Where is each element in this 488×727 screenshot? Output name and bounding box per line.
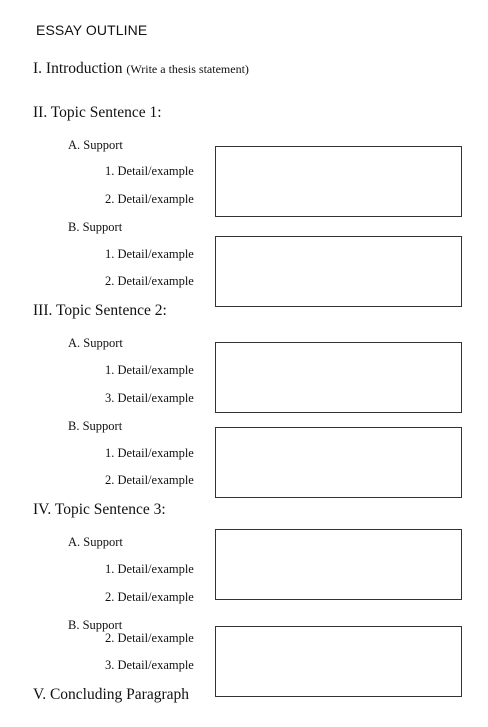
support-label: A. Support	[68, 138, 123, 152]
intro-note: (Write a thesis statement)	[126, 62, 249, 76]
section-heading-3: III. Topic Sentence 2:	[33, 302, 167, 319]
writing-box[interactable]	[215, 529, 462, 600]
detail-item: 1. Detail/example	[105, 446, 194, 460]
support-label: B. Support	[68, 618, 123, 632]
section-heading-4: IV. Topic Sentence 3:	[33, 501, 166, 518]
support-label: B. Support	[68, 419, 123, 433]
support-label: B. Support	[68, 220, 123, 234]
writing-box[interactable]	[215, 146, 462, 217]
detail-item: 1. Detail/example	[105, 247, 194, 261]
detail-item: 1. Detail/example	[105, 363, 194, 377]
intro-heading	[33, 60, 249, 78]
support-label: A. Support	[68, 336, 123, 350]
writing-box[interactable]	[215, 626, 462, 697]
detail-item: 2. Detail/example	[105, 631, 194, 645]
detail-item: 2. Detail/example	[105, 473, 194, 487]
detail-item: 3. Detail/example	[105, 391, 194, 405]
intro-label: I. Introduction	[33, 60, 123, 77]
writing-box[interactable]	[215, 427, 462, 498]
writing-box[interactable]	[215, 342, 462, 413]
section-heading-2: II. Topic Sentence 1:	[33, 104, 162, 121]
detail-item: 2. Detail/example	[105, 590, 194, 604]
detail-item: 1. Detail/example	[105, 164, 194, 178]
writing-box[interactable]	[215, 236, 462, 307]
detail-item: 1. Detail/example	[105, 562, 194, 576]
detail-item: 2. Detail/example	[105, 192, 194, 206]
detail-item: 2. Detail/example	[105, 274, 194, 288]
support-label: A. Support	[68, 535, 123, 549]
page-title: ESSAY OUTLINE	[36, 22, 148, 38]
conclusion-heading: V. Concluding Paragraph	[33, 686, 189, 703]
detail-item: 3. Detail/example	[105, 658, 194, 672]
